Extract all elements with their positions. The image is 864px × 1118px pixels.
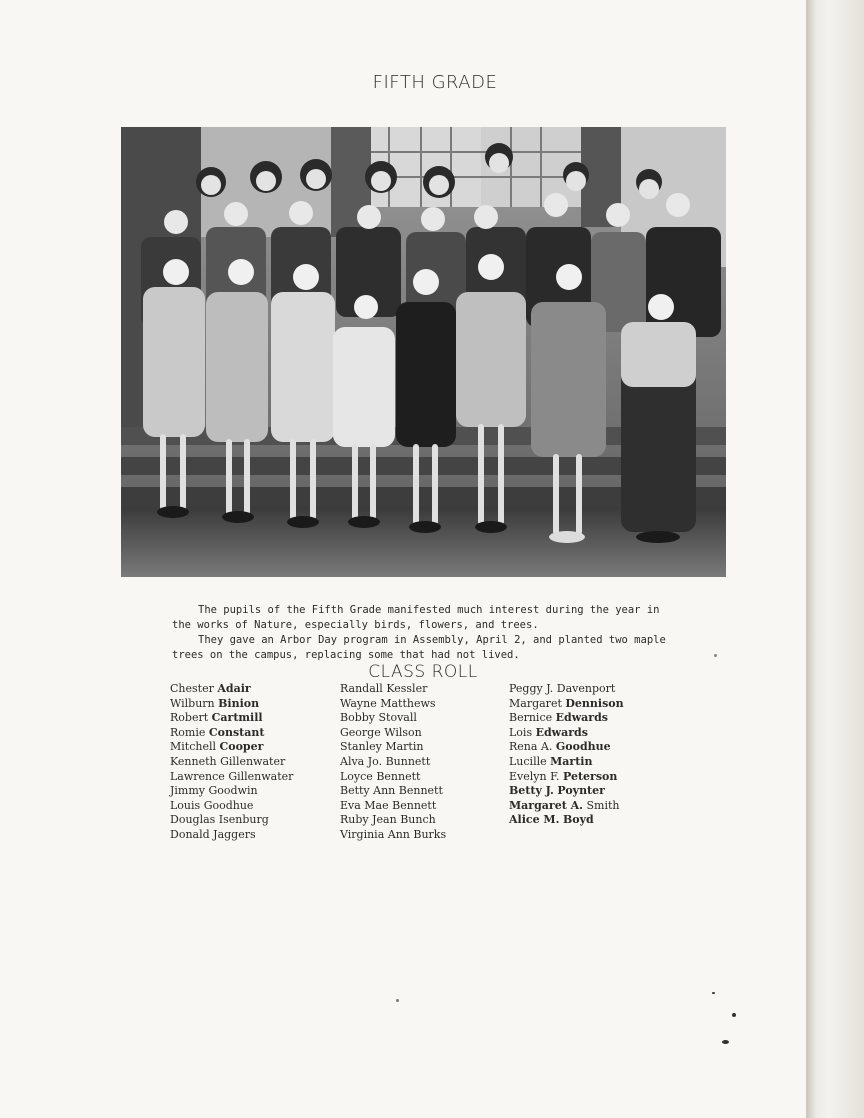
list-item: Alva Jo. Bunnett <box>340 754 431 768</box>
list-item: Ruby Jean Bunch <box>340 813 436 827</box>
list-item: Kenneth Gillenwater <box>170 754 286 768</box>
ink-speck <box>712 992 715 994</box>
description-paragraph <box>172 603 682 663</box>
class-roll-column-2 <box>340 682 446 843</box>
list-item: Wayne Matthews <box>340 696 436 710</box>
list-item: Virginia Ann Burks <box>340 827 447 841</box>
list-item: Lucille Martin <box>509 754 593 768</box>
list-item: Betty J. Poynter <box>509 784 605 798</box>
list-item: Eva Mae Bennett <box>340 798 437 812</box>
page-title: FIFTH GRADE <box>372 72 498 93</box>
list-item: Loyce Bennett <box>340 769 421 783</box>
list-item: Mitchell Cooper <box>170 740 264 754</box>
class-photo <box>121 127 726 577</box>
list-item: Jimmy Goodwin <box>170 784 258 798</box>
class-roll-column-1 <box>170 682 293 843</box>
list-item: Evelyn F. Peterson <box>509 769 618 783</box>
list-item: George Wilson <box>340 725 422 739</box>
list-item: Margaret A. Smith <box>509 798 620 812</box>
list-item: Lois Edwards <box>509 725 588 739</box>
list-item: Betty Ann Bennett <box>340 784 443 798</box>
paragraph-line-2: They gave an Arbor Day program in Assembly, April 2, and planted two maple trees on the campus, replacing some that had not lived. <box>172 634 666 661</box>
list-item: Bobby Stovall <box>340 711 417 725</box>
list-item: Rena A. Goodhue <box>509 740 611 754</box>
list-item: Chester Adair <box>170 682 251 695</box>
list-item: Alice M. Boyd <box>509 813 594 827</box>
list-item: Douglas Isenburg <box>170 813 269 827</box>
ink-speck <box>396 999 399 1002</box>
class-photo-image <box>121 127 726 577</box>
list-item: Donald Jaggers <box>170 827 256 841</box>
list-item: Lawrence Gillenwater <box>170 769 294 783</box>
list-item: Peggy J. Davenport <box>509 682 616 695</box>
paragraph-line-1: The pupils of the Fifth Grade manifested much interest during the year in the works of Nature, especially birds, flowers, and trees. <box>172 604 660 631</box>
ink-speck <box>714 654 717 657</box>
ink-speck <box>732 1013 736 1017</box>
list-item: Louis Goodhue <box>170 798 254 812</box>
list-item: Wilburn Binion <box>170 696 260 710</box>
ink-speck <box>722 1040 729 1044</box>
list-item: Margaret Dennison <box>509 696 624 710</box>
list-item: Stanley Martin <box>340 740 424 754</box>
class-roll-column-3 <box>509 682 624 828</box>
list-item: Randall Kessler <box>340 682 428 695</box>
list-item: Robert Cartmill <box>170 711 263 725</box>
list-item: Romie Constant <box>170 725 265 739</box>
class-roll-heading: CLASS ROLL <box>368 662 478 682</box>
page-edge <box>806 0 864 1118</box>
list-item: Bernice Edwards <box>509 711 608 725</box>
